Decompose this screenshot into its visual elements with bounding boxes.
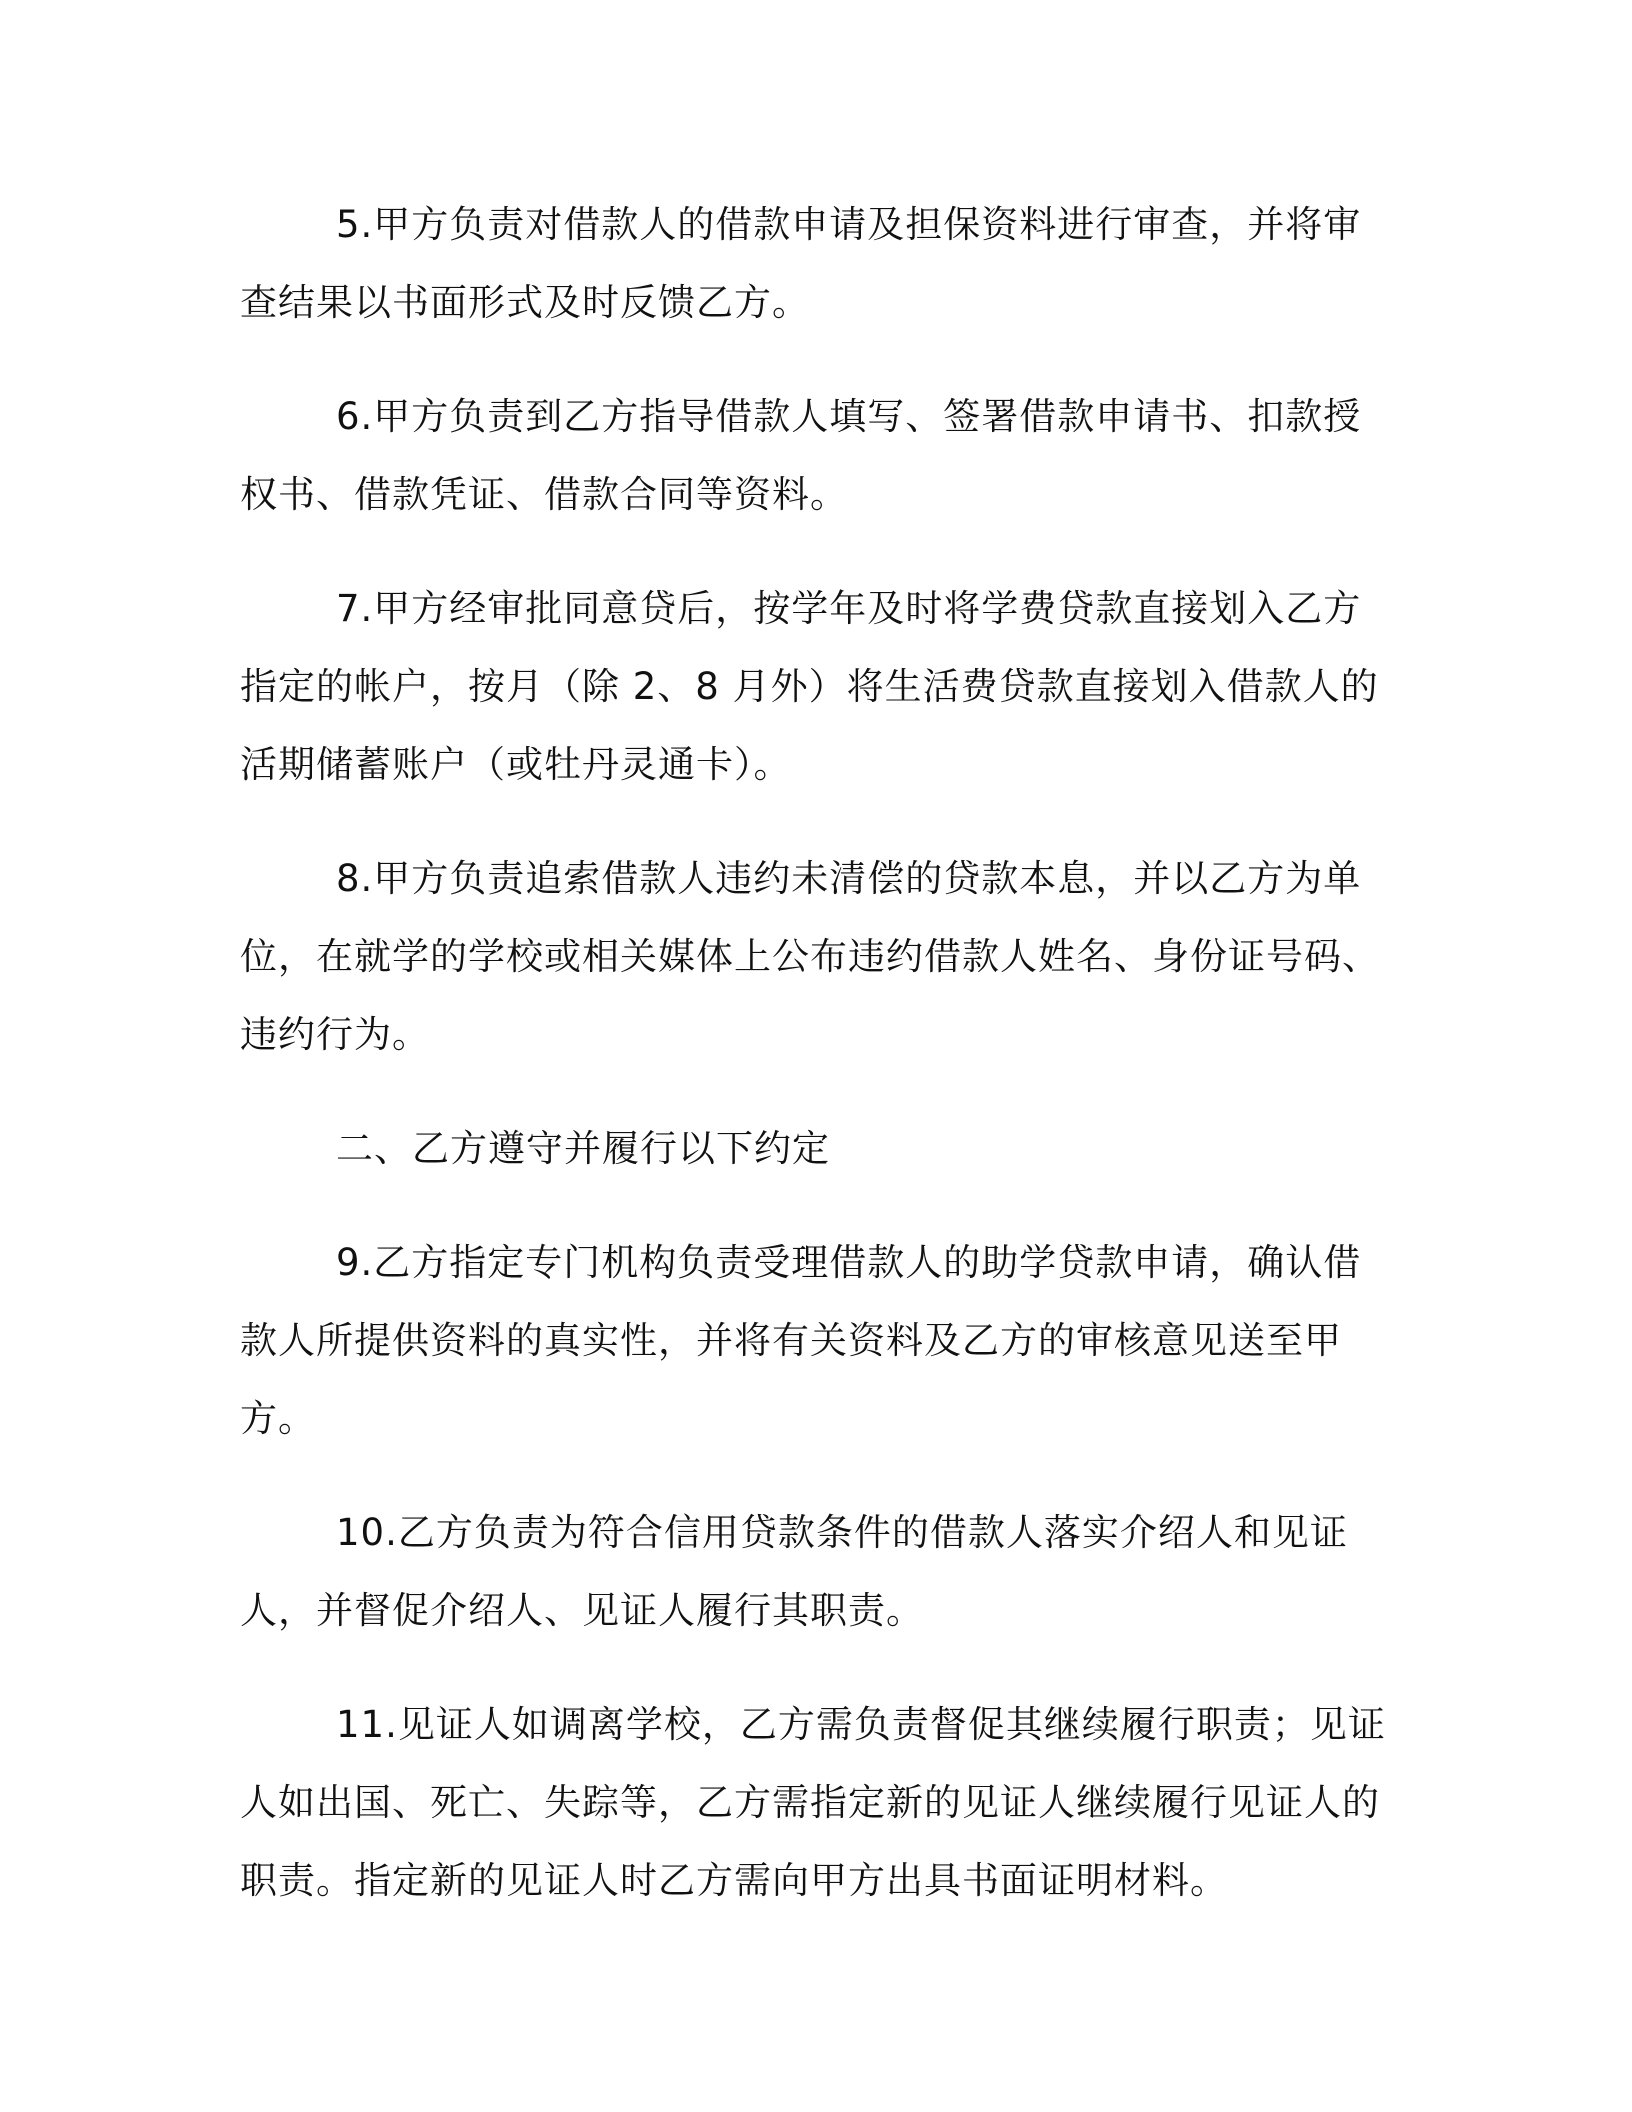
- clause-9: 9.乙方指定专门机构负责受理借款人的助学贷款申请，确认借款人所提供资料的真实性，并将有关资料及乙方的审核意见送至甲方。: [240, 1241, 1362, 1440]
- clause-5: 5.甲方负责对借款人的借款申请及担保资料进行审查，并将审查结果以书面形式及时反馈乙方。: [240, 203, 1362, 324]
- clause-11: 11.见证人如调离学校，乙方需负责督促其继续履行职责；见证人如出国、死亡、失踪等，乙方需指定新的见证人继续履行见证人的职责。指定新的见证人时乙方需向甲方出具书面证明材料。: [240, 1703, 1386, 1902]
- clause-6: 6.甲方负责到乙方指导借款人填写、签署借款申请书、扣款授权书、借款凭证、借款合同等资料。: [240, 395, 1362, 516]
- section-heading-party-b: 二、乙方遵守并履行以下约定: [336, 1127, 830, 1170]
- document-body: [240, 186, 1390, 1956]
- clause-10: 10.乙方负责为符合信用贷款条件的借款人落实介绍人和见证人，并督促介绍人、见证人履行其职责。: [240, 1511, 1348, 1632]
- clause-7: 7.甲方经审批同意贷后，按学年及时将学费贷款直接划入乙方指定的帐户，按月（除 2、8 月外）将生活费贷款直接划入借款人的活期储蓄账户（或牡丹灵通卡）。: [240, 587, 1379, 786]
- clause-8: 8.甲方负责追索借款人违约未清偿的贷款本息，并以乙方为单位，在就学的学校或相关媒体上公布违约借款人姓名、身份证号码、违约行为。: [240, 857, 1380, 1056]
